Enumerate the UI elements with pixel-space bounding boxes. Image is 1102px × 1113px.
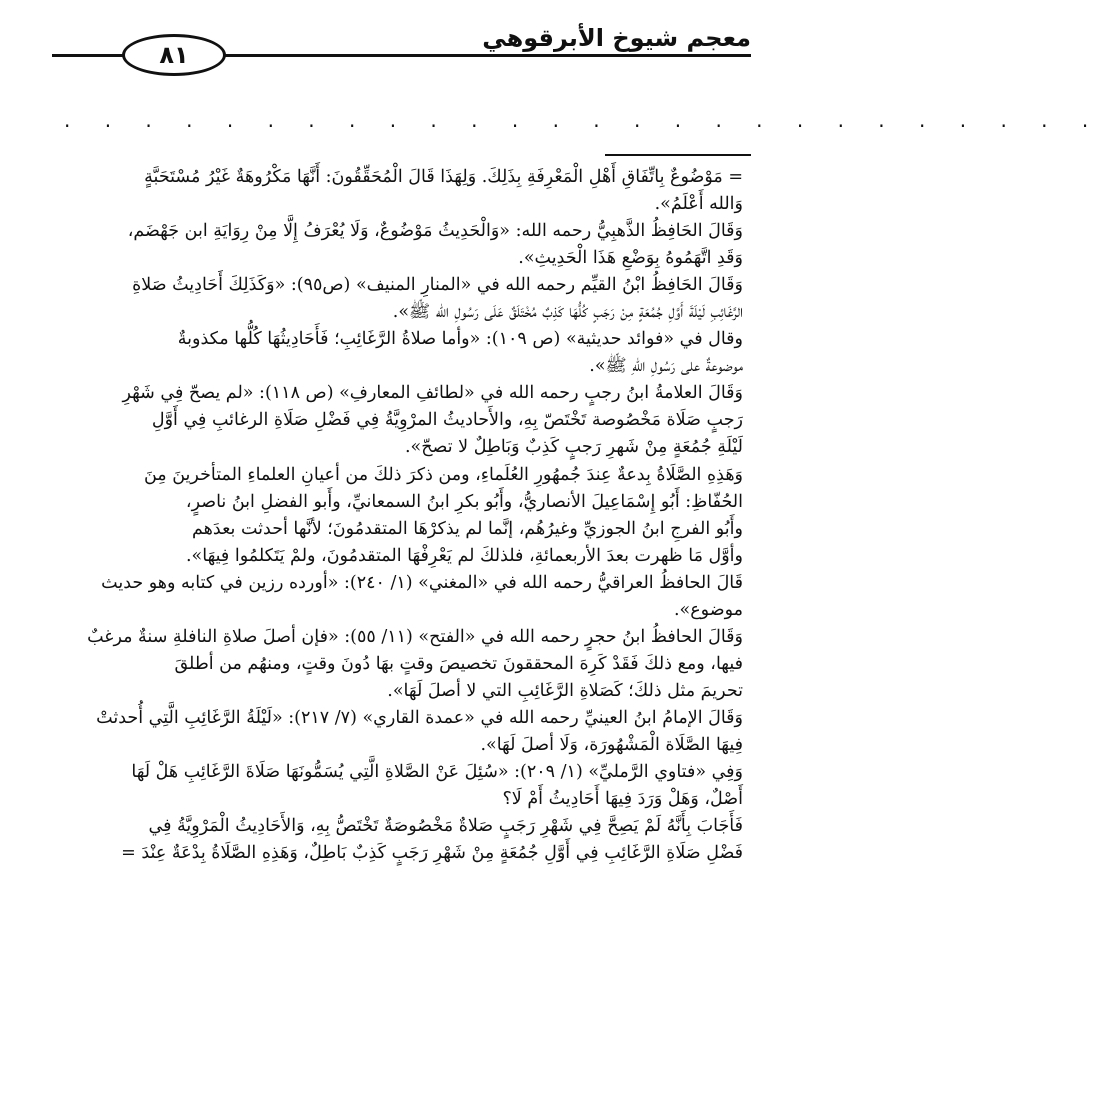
text-line: وقال في «فوائد حديثية» (ص ١٠٩): «وأما صلاةُ الرَّغَائِبِ؛ فَأَحَادِيثُهَا كُلُّها مكذوبةٌ [177, 329, 743, 350]
footnote-rule [605, 154, 751, 156]
text-line: وَفِي «فتاوي الرَّمليِّ» (١/ ٢٠٩): «سُئِلَ عَنْ الصَّلاةِ الَّتِي يُسَمُّونَهَا صَلَاةَ الرَّغَائِبِ هَلْ لَهَا [131, 762, 743, 783]
text-line: لَيْلَةِ جُمُعَةٍ مِنْ شَهرِ رَجبٍ كَذِبٌ وَبَاطِلٌ لا تصحّ». [404, 437, 743, 458]
text-line: موضوعةٌ على رَسُولِ اللهِ ﷺ». [589, 356, 743, 377]
text-line: قَالَ الحافظُ العراقيُّ رحمه الله في «المغني» (١/ ٢٤٠): «أورده رزين في كتابه وهو حديث [101, 572, 743, 593]
text-line: وَقَدِ اتَّهَمُوهُ بِوَضْعِ هَذَا الْحَدِيثِ». [518, 248, 743, 269]
text-line: رَجبٍ صَلَاة مَخْصُوصة تَخْتَصّ بِهِ، والأَحاديثُ المرْوِيَّةُ فِي فَضْلِ صَلَاةِ الرغائبِ فِي أَوَّلِ [151, 410, 743, 431]
text-line: فَضْلِ صَلَاةِ الرَّغَائِبِ فِي أَوَّلِ جُمُعَةٍ مِنْ شَهْرِ رَجَبٍ كَذِبٌ بَاطِلٌ، وَهَذِهِ الصَّلَاةُ بِدْعَةٌ عِنْدَ = [121, 843, 743, 864]
book-title: معجم شيوخ الأبرقوهي [482, 24, 751, 52]
page-number: ٨١ [159, 41, 189, 69]
page-number-oval [122, 34, 226, 76]
text-line: وَهَذِهِ الصَّلَاةُ بِدعةٌ عِندَ جُمهُورِ العُلَماءِ، ومن ذكرَ ذلكَ من أعيانِ العلماءِ المتأخرينَ مِنَ [143, 464, 743, 485]
text-line: وَقَالَ الحَافِظُ ابْنُ القيِّم رحمه الله في «المنارِ المنيف» (ص٩٥): «وَكَذَلِكَ أَحَادِيثُ صَلاةِ [132, 275, 743, 296]
text-line: أَصْلٌ، وَهَلْ وَرَدَ فِيهَا أَحَادِيثُ أَمْ لَا؟ [502, 789, 743, 810]
text-line: الحُفّاظِ: أَبُو إِسْمَاعِيلَ الأنصاريُّ، وأَبُو بكرِ ابنُ السمعانيِّ، وأَبو الفضلِ ابنُ ناصرٍ، [185, 491, 743, 512]
text-line: وَقَالَ الإمامُ ابنُ العينيِّ رحمه الله في «عمدة القاري» (٧/ ٢١٧): «لَيْلَةُ الرَّغَائِبِ الَّتِي أُحدثتْ [96, 707, 743, 728]
text-line: موضوع». [673, 599, 743, 620]
text-line: وَقَالَ الحَافِظُ الذَّهبِيُّ رحمه الله: «وَالْحَدِيثُ مَوْضُوعٌ، وَلَا يُعْرَفُ إِلَّا مِنْ رِوَايَةِ ابن جَهْضَم، [127, 221, 743, 242]
text-line: تحريمَ مثل ذلكَ؛ كَصَلاةِ الرَّغَائِبِ التي لا أصلَ لَهَا». [387, 680, 743, 701]
separator-dots: . . . . . . . . . . . . . . . . . . . . . . . . . . [64, 108, 1102, 132]
text-line: وَقَالَ الحافظُ ابنُ حجرٍ رحمه الله في «الفتح» (١١/ ٥٥): «فإن أصلَ صلاةِ النافلةِ سنةٌ مرغبٌ [87, 626, 743, 647]
text-line: = مَوْضُوعٌ بِاتِّفَاقِ أَهْلِ الْمَعْرِفَةِ بِذَلِكَ. وَلِهَذَا قَالَ الْمُحَقِّقُونَ: أَنَّهَا مَكْرُوهَةٌ غَيْرُ مُسْتَحَبَّةٍ [144, 167, 743, 187]
text-line: فَأَجَابَ بِأَنَّهُ لَمْ يَصِحَّ فِي شَهْرِ رَجَبٍ صَلاةٌ مَخْصُوصَةٌ تَخْتَصُّ بِهِ، وَالأَحَادِيثُ الْمَرْوِيَّةُ فِي [148, 816, 743, 837]
text-line: الرَّغَائِبِ لَيْلَةَ أَوَّلِ جُمُعَةٍ مِنْ رَجَبٍ كُلُّهَا كَذِبٌ مُخْتَلَقٌ عَلَى رَسُولِ الله ﷺ». [392, 302, 743, 323]
body-text [60, 164, 743, 867]
text-line: وَقَالَ العلامةُ ابنُ رجبٍ رحمه الله في «لطائفِ المعارفِ» (ص ١١٨): «لم يصحّ فِي شَهْرِ [122, 383, 743, 404]
text-line: وأَبُو الفرجِ ابنُ الجوزيِّ وغيرُهُم، إنَّما لم يذكرْهَا المتقدمُونَ؛ لأنَّها أحدثت بعدَهم [192, 518, 743, 539]
page-header [52, 14, 751, 74]
text-line: وَالله أَعْلَمُ». [654, 194, 743, 215]
text-line: فيها، ومع ذلكَ فَقَدْ كَرِهَ المحققونَ تخصيصَ وقتٍ بهَا دُونَ وقتٍ، ومنهُم من أطلقَ [174, 653, 743, 674]
text-line: فِيهَا الصَّلَاة الْمَشْهُورَة، وَلَا أصلَ لَهَا». [480, 734, 743, 755]
text-line: وأوَّل مَا ظهرت بعدَ الأربعمائةِ، فلذلكَ لم يَعْرِفْهَا المتقدمُونَ، ولمْ يَتَكلمُوا فِيهَا». [185, 545, 743, 566]
